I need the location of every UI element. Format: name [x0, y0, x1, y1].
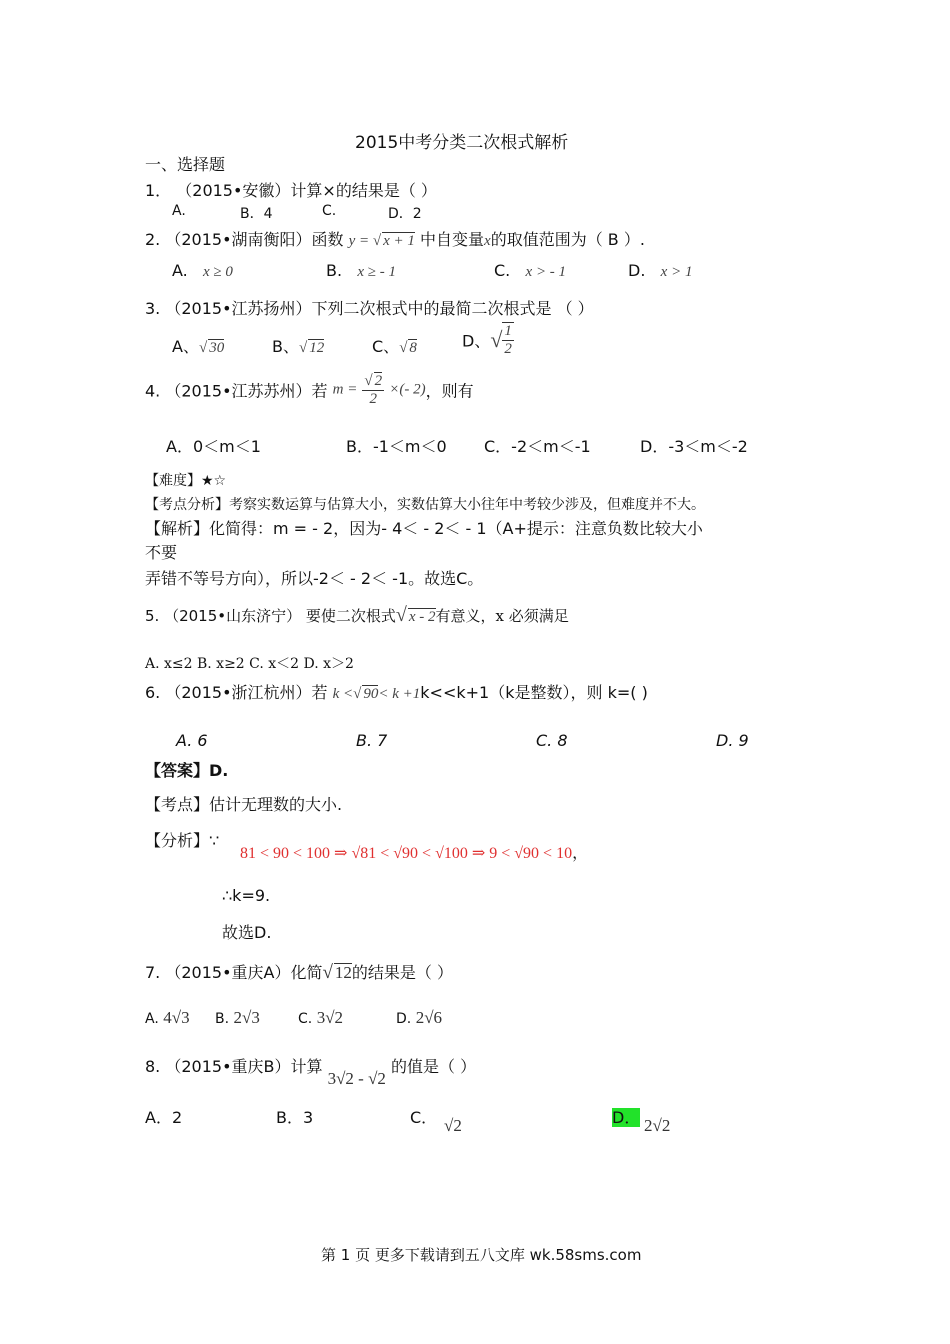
q5-options: A. x≤2 B. x≥2 C. x＜2 D. x＞2: [145, 656, 354, 672]
q6-stem: 6. （2015•浙江杭州）若 k <√ 90< k +1k<<k+1（k是整数），则 k=( ): [145, 683, 648, 702]
q7-option-b: B. 2√3: [215, 1008, 260, 1027]
page-title: 2015中考分类二次根式解析: [355, 133, 569, 153]
section-heading: 一、选择题: [145, 155, 226, 174]
q8-stem: 8. （2015•重庆B）计算 3√2 - √2 的值是（ ）: [145, 1057, 477, 1088]
q7-option-a: A. 4√3: [145, 1008, 190, 1027]
q8-option-c-value: √2: [444, 1116, 462, 1135]
q6-analysis-chain: 81 < 90 < 100 ⇒ √81 < √90 < √100 ⇒ 9 < √90 < 10，: [240, 845, 589, 862]
q8-option-c: C．: [410, 1108, 438, 1127]
q8-option-b: B．3: [276, 1108, 314, 1127]
q8-option-d: [612, 1105, 640, 1128]
q7-option-c: C. 3√2: [298, 1008, 344, 1027]
q4-option-a: A．0＜m＜1: [166, 437, 261, 456]
q4-option-c: C．-2＜m＜-1: [484, 437, 591, 456]
q6-option-a: A. 6: [176, 731, 208, 750]
q7-stem: 7. （2015•重庆A）化简√ 12的结果是（ ）: [145, 962, 453, 983]
q2-stem-end: 的取值范围为（ B ）.: [490, 230, 645, 249]
q2-func: y =: [348, 233, 373, 249]
q2-var: x: [484, 233, 491, 249]
q2-option-b: B. x ≥ - 1: [326, 261, 396, 280]
q2-stem: [145, 227, 645, 250]
q2-sqrt-icon: √: [372, 233, 382, 249]
q6-point: 【考点】估计无理数的大小.: [145, 795, 343, 814]
q1-option-b: B．4: [240, 206, 273, 222]
q7-option-d: D. 2√6: [396, 1008, 443, 1027]
q2-radicand: x + 1: [383, 233, 415, 249]
q6-answer: 【答案】D.: [145, 761, 229, 780]
q4-option-d: D．-3＜m＜-2: [640, 437, 748, 456]
q1-option-d: D．2: [388, 206, 422, 222]
q8-answer-highlight: D．: [612, 1108, 641, 1127]
q8-option-a: A．2: [145, 1108, 183, 1127]
q3-option-c: C、√ 8: [372, 337, 417, 356]
q2-option-c: C. x > - 1: [494, 261, 567, 280]
q6-option-b: B. 7: [356, 731, 388, 750]
q8-option-d-value: 2√2: [644, 1116, 671, 1135]
q6-option-c: C. 8: [536, 731, 568, 750]
q1-option-a: A.: [172, 203, 186, 219]
q1-stem: 1． （2015•安徽）计算×的结果是（ ）: [145, 181, 437, 200]
q3-option-b: B、√ 12: [272, 337, 325, 356]
q2-stem-post: 中自变量: [420, 230, 485, 249]
q4-difficulty: 【难度】★☆: [145, 473, 227, 489]
q2-option-a: A. x ≥ 0: [172, 261, 233, 280]
q4-solution-line1: 【解析】化简得：m = - 2，因为- 4＜ - 2＜ - 1（A+提示：注意负数比较大小: [145, 519, 703, 538]
q5-stem: 5. （2015•山东济宁） 要使二次根式√ x - 2有意义，x 必须满足: [145, 604, 569, 626]
q6-option-d: D. 9: [716, 731, 749, 750]
q4-solution-line2: 不要: [145, 543, 178, 562]
q3-stem: 3. （2015•江苏扬州）下列二次根式中的最简二次根式是 （ ）: [145, 299, 594, 318]
q2-stem-pre: 2. （2015•湖南衡阳）函数: [145, 230, 344, 249]
q4-option-b: B．-1＜m＜0: [346, 437, 447, 456]
q1-option-c: C.: [322, 203, 337, 219]
q6-therefore: ∴k=9.: [222, 886, 271, 905]
q4-stem: 4. （2015•江苏苏州）若 m = $\frac{√ 2}{2}$ ×(- 2)，则有: [145, 373, 474, 407]
q6-choose: 故选D.: [222, 923, 272, 942]
q3-option-d: D、√ $\frac{1}{2}$: [462, 323, 512, 357]
page-footer: 第 1 页 更多下载请到五八文库 wk.58sms.com: [321, 1246, 642, 1264]
q4-point-analysis: 【考点分析】考察实数运算与估算大小，实数估算大小往年中考较少涉及，但难度并不大。: [145, 497, 705, 513]
q6-analysis-label: 【分析】∵: [145, 831, 220, 850]
q4-solution-line3: 弄错不等号方向），所以-2＜ - 2＜ -1。故选C。: [145, 569, 484, 588]
q3-option-a: A、√ 30: [172, 337, 225, 356]
q2-option-d: D. x > 1: [628, 261, 693, 280]
